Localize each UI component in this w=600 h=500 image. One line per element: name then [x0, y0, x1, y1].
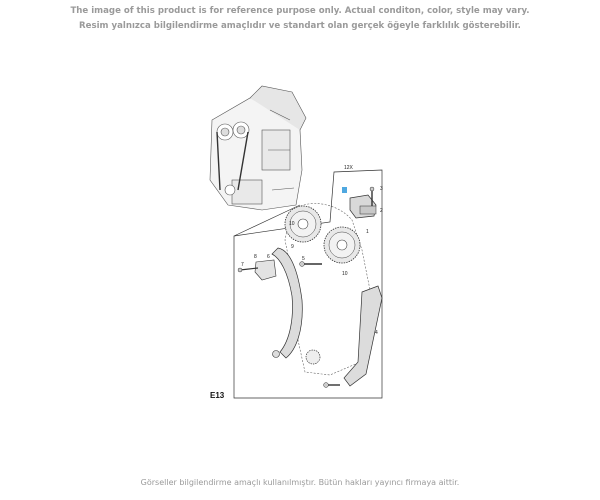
crankshaft-sprocket — [306, 350, 320, 364]
section-code: E13 — [210, 391, 225, 400]
fixed-chain-guide — [344, 286, 382, 386]
callout-4: 4 — [375, 330, 378, 336]
callout-5: 5 — [302, 256, 305, 262]
callout-9: 9 — [291, 244, 294, 250]
copyright-footer: Görseller bilgilendirme amaçlı kullanılmıştır. Bütün hakları yayıncı firmaya aittir. — [140, 478, 460, 487]
engine-illustration — [210, 86, 306, 210]
disclaimer-english: The image of this product is for reference purpose only. Actual conditon, color, style may vary. — [70, 6, 530, 16]
guide-bracket — [255, 260, 276, 280]
callout-1: 1 — [366, 229, 369, 235]
callout-6: 6 — [267, 254, 270, 260]
camshaft-sprocket-right — [324, 227, 360, 263]
callout-10-bottom: 10 — [342, 271, 348, 277]
quantity-label: 12X — [344, 165, 353, 171]
callout-10-top: 10 — [289, 221, 295, 227]
tensioner-rail — [272, 248, 302, 358]
callout-3: 3 — [380, 186, 383, 192]
disclaimer-turkish: Resim yalnızca bilgilendirme amaçlıdır ve standart olan gerçek öğeyle farklılık gösterebilir. — [79, 21, 521, 31]
rail-pivot-bolt — [273, 351, 280, 358]
callout-8: 8 — [254, 254, 257, 260]
callout-2: 2 — [380, 208, 383, 214]
chain-tensioner — [342, 187, 376, 218]
guide-bolt — [324, 383, 329, 388]
callout-7: 7 — [241, 262, 244, 268]
highlighted-seal — [342, 187, 347, 193]
